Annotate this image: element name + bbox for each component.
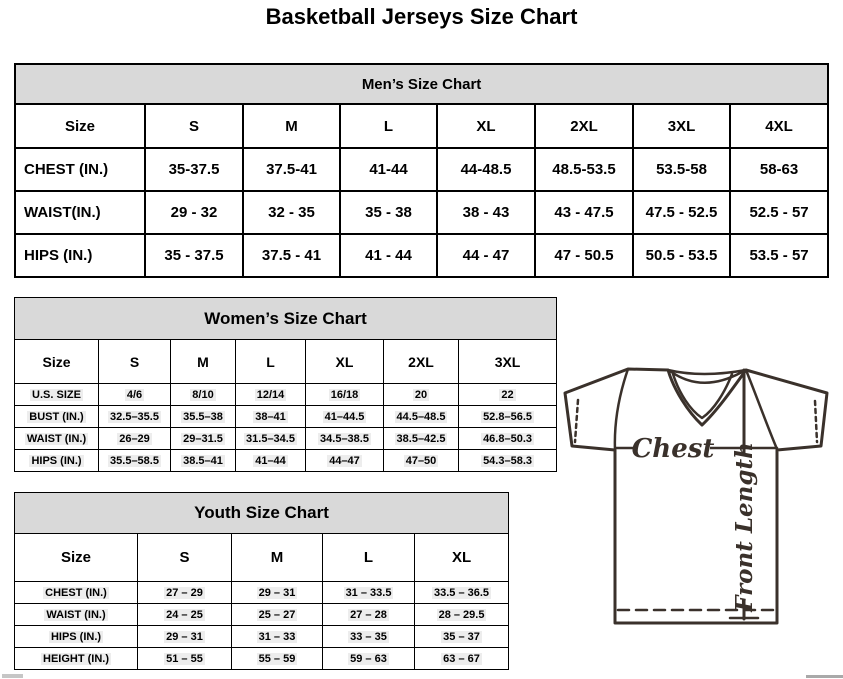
cell-value: [384, 384, 459, 406]
cell-value: [415, 648, 509, 670]
cell-value-text: 29–31.5: [183, 432, 223, 445]
table-row: [15, 406, 557, 428]
cell-value-text: 47–50: [405, 454, 437, 467]
column-header: S: [99, 340, 171, 384]
cell-value: [323, 626, 415, 648]
table-row: [15, 428, 557, 450]
cell-value-text: 33.5 – 36.5: [433, 586, 490, 599]
cell-value: [415, 626, 509, 648]
cell-value-text: 38.5–41: [183, 454, 223, 467]
cell-value: [459, 428, 557, 450]
cell-value: 32 - 35: [243, 191, 340, 234]
table-row: [15, 604, 509, 626]
cell-value-text: 38.5–42.5: [396, 432, 446, 445]
cell-value: 52.5 - 57: [730, 191, 828, 234]
cell-value-text: 63 – 67: [443, 652, 480, 665]
cell-value: [232, 582, 323, 604]
table-row: [15, 298, 557, 340]
womens-chart-title: Women’s Size Chart: [15, 298, 557, 340]
cell-value: [232, 648, 323, 670]
column-header: Size: [15, 534, 138, 582]
cell-value-text: 31 – 33.5: [345, 586, 392, 599]
column-header: Size: [15, 104, 145, 148]
cell-value: [306, 406, 384, 428]
cell-value: [171, 450, 236, 472]
cell-value: 35 - 37.5: [145, 234, 243, 277]
column-header: M: [232, 534, 323, 582]
column-header: 3XL: [459, 340, 557, 384]
row-label: [15, 406, 99, 428]
cell-value: [306, 384, 384, 406]
table-row: [15, 64, 828, 104]
cell-value: [459, 406, 557, 428]
table-row: [15, 234, 828, 277]
row-label: [15, 450, 99, 472]
cell-value: 38 - 43: [437, 191, 535, 234]
cell-value: [138, 648, 232, 670]
column-header: L: [323, 534, 415, 582]
cell-value-text: 24 – 25: [166, 608, 203, 621]
row-label: [15, 384, 99, 406]
cell-value: 35-37.5: [145, 148, 243, 191]
column-header: XL: [306, 340, 384, 384]
row-label-text: CHEST (IN.): [45, 586, 107, 599]
jersey-measurement-diagram: [556, 360, 843, 679]
cell-value: 37.5 - 41: [243, 234, 340, 277]
cell-value: [459, 384, 557, 406]
cell-value: [323, 582, 415, 604]
cell-value: [323, 604, 415, 626]
cell-value: [138, 626, 232, 648]
chest-label: Chest: [631, 434, 715, 464]
cell-value: 35 - 38: [340, 191, 437, 234]
cell-value: [99, 406, 171, 428]
table-row: [15, 191, 828, 234]
cell-value-text: 27 – 29: [166, 586, 203, 599]
column-header: XL: [415, 534, 509, 582]
cell-value-text: 51 – 55: [166, 652, 203, 665]
cell-value: [384, 406, 459, 428]
cell-value: [236, 406, 306, 428]
cell-value: [99, 428, 171, 450]
cell-value-text: 16/18: [330, 388, 359, 401]
column-header: M: [243, 104, 340, 148]
collar-back-line: [668, 370, 746, 374]
cell-value: 44 - 47: [437, 234, 535, 277]
cell-value: [99, 384, 171, 406]
cell-value-text: 22: [501, 388, 514, 401]
cell-value-text: 31.5–34.5: [246, 432, 295, 445]
row-label-text: BUST (IN.): [29, 410, 84, 423]
table-row: [15, 648, 509, 670]
cell-value: [384, 428, 459, 450]
table-header-row: [15, 534, 509, 582]
cell-value-text: 28 – 29.5: [438, 608, 485, 621]
cell-value: 53.5 - 57: [730, 234, 828, 277]
row-label-text: WAIST (IN.): [46, 608, 106, 621]
cell-value-text: 12/14: [256, 388, 285, 401]
cell-value: [415, 582, 509, 604]
cell-value: 41-44: [340, 148, 437, 191]
cell-value-text: 35.5–58.5: [110, 454, 159, 467]
cell-value: 43 - 47.5: [535, 191, 633, 234]
row-label-text: WAIST (IN.): [26, 432, 87, 445]
cell-value: [171, 428, 236, 450]
row-label: CHEST (IN.): [15, 148, 145, 191]
row-label: [15, 648, 138, 670]
cell-value: 37.5-41: [243, 148, 340, 191]
table-row: [15, 450, 557, 472]
cell-value: [384, 450, 459, 472]
cell-value: 48.5-53.5: [535, 148, 633, 191]
cell-value: [232, 626, 323, 648]
page-edge-artifact-right: [806, 675, 843, 678]
column-header: L: [236, 340, 306, 384]
cell-value-text: 35 – 37: [443, 630, 480, 643]
cell-value-text: 52.8–56.5: [483, 410, 532, 423]
front-length-label: Front Length: [731, 442, 758, 612]
row-label-text: HIPS (IN.): [31, 454, 82, 467]
cell-value-text: 32.5–35.5: [110, 410, 159, 423]
row-label: [15, 626, 138, 648]
cell-value-text: 29 – 31: [258, 586, 296, 599]
cell-value: [138, 604, 232, 626]
cell-value-text: 26–29: [119, 432, 150, 445]
youth-size-table: [14, 492, 509, 670]
cell-value-text: 35.5–38: [183, 410, 223, 423]
jersey-outline: [565, 369, 827, 623]
cell-value: 29 - 32: [145, 191, 243, 234]
table-row: [15, 493, 509, 534]
table-header-row: [15, 340, 557, 384]
column-header: XL: [437, 104, 535, 148]
cell-value-text: 38–41: [255, 410, 286, 423]
cell-value-text: 33 – 35: [350, 630, 387, 643]
cell-value: 53.5-58: [633, 148, 730, 191]
column-header: 2XL: [384, 340, 459, 384]
page-edge-artifact-left: [2, 674, 23, 678]
cell-value-text: 41–44: [255, 454, 286, 467]
column-header: 4XL: [730, 104, 828, 148]
cell-value: [306, 450, 384, 472]
column-header: L: [340, 104, 437, 148]
cell-value: 47 - 50.5: [535, 234, 633, 277]
page-title: Basketball Jerseys Size Chart: [265, 4, 578, 29]
row-label: [15, 428, 99, 450]
cell-value: 58-63: [730, 148, 828, 191]
row-label: HIPS (IN.): [15, 234, 145, 277]
cell-value: 47.5 - 52.5: [633, 191, 730, 234]
row-label: WAIST(IN.): [15, 191, 145, 234]
column-header: Size: [15, 340, 99, 384]
column-header: 3XL: [633, 104, 730, 148]
mens-chart-title: Men’s Size Chart: [15, 64, 828, 104]
mens-size-table: [14, 63, 829, 278]
column-header: S: [138, 534, 232, 582]
row-label-text: U.S. SIZE: [32, 388, 81, 401]
cell-value: [236, 450, 306, 472]
row-label: [15, 582, 138, 604]
cell-value-text: 44–47: [329, 454, 360, 467]
cell-value: [306, 428, 384, 450]
cell-value: 50.5 - 53.5: [633, 234, 730, 277]
cell-value: [171, 384, 236, 406]
womens-size-table: [14, 297, 557, 472]
cell-value: [236, 384, 306, 406]
cell-value: [323, 648, 415, 670]
table-row: [15, 148, 828, 191]
cell-value: [138, 582, 232, 604]
table-header-row: [15, 104, 828, 148]
table-row: [15, 384, 557, 406]
cell-value-text: 54.3–58.3: [483, 454, 532, 467]
cell-value-text: 44.5–48.5: [396, 410, 446, 423]
row-label-text: HIPS (IN.): [50, 630, 102, 643]
cell-value: 44-48.5: [437, 148, 535, 191]
cell-value-text: 55 – 59: [258, 652, 296, 665]
table-row: [15, 626, 509, 648]
cell-value: [459, 450, 557, 472]
cell-value: [232, 604, 323, 626]
column-header: 2XL: [535, 104, 633, 148]
column-header: S: [145, 104, 243, 148]
cell-value: [171, 406, 236, 428]
cell-value-text: 59 – 63: [350, 652, 387, 665]
cell-value-text: 27 – 28: [350, 608, 387, 621]
row-label: [15, 604, 138, 626]
cell-value: [236, 428, 306, 450]
column-header: M: [171, 340, 236, 384]
cell-value-text: 29 – 31: [166, 630, 203, 643]
table-row: [15, 582, 509, 604]
cell-value-text: 20: [414, 388, 428, 401]
cell-value-text: 8/10: [192, 388, 214, 401]
cell-value-text: 4/6: [126, 388, 143, 401]
cell-value-text: 34.5–38.5: [320, 432, 369, 445]
row-label-text: HEIGHT (IN.): [43, 652, 109, 665]
cell-value: [415, 604, 509, 626]
cell-value: 41 - 44: [340, 234, 437, 277]
cell-value-text: 46.8–50.3: [483, 432, 532, 445]
cell-value: [99, 450, 171, 472]
cell-value-text: 31 – 33: [258, 630, 296, 643]
cell-value-text: 41–44.5: [324, 410, 365, 423]
youth-chart-title: Youth Size Chart: [15, 493, 509, 534]
cell-value-text: 25 – 27: [258, 608, 296, 621]
